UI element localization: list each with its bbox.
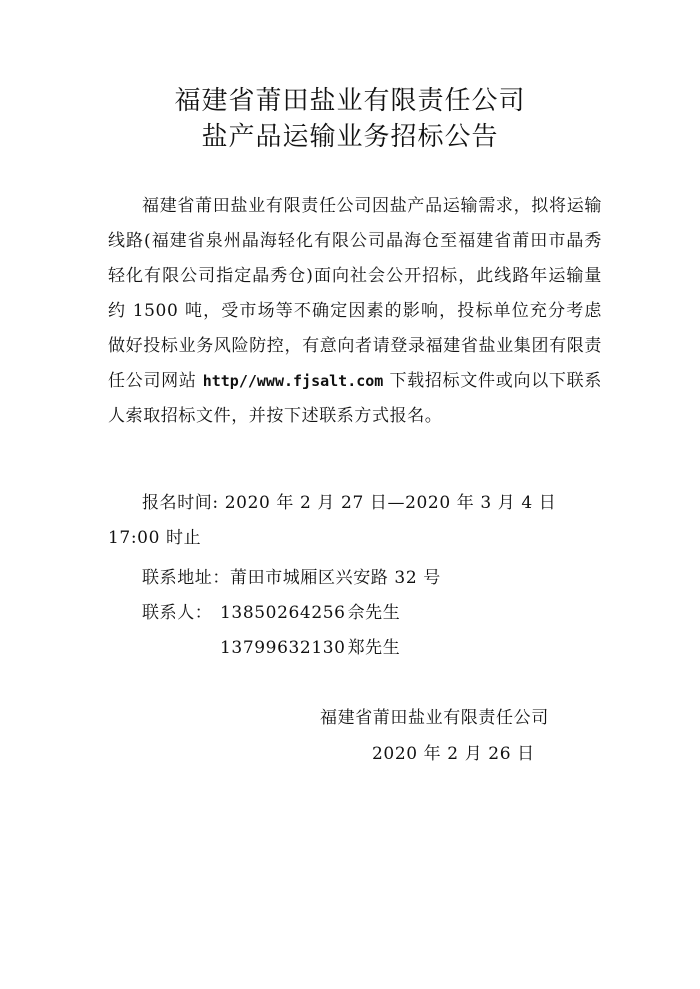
paragraph-text-before-url: 福建省莆田盐业有限责任公司因盐产品运输需求，拟将运输线路(福建省泉州晶海轻化有限公司晶海仓至福建省莆田市晶秀轻化有限公司指定晶秀仓)面向社会公开招标，此线路年运输量约 1500 吨，受市场等不确定因素的影响，投标单位充分考虑做好投标业务风险防控，有意向者请登录福建省盐业集团有限责任公司网站 — [108, 196, 602, 391]
paragraph-text-after-url: 下载招标文件或向以下联系人索取招标文件，并按下述联系方式报名。 — [108, 371, 602, 426]
contact-row — [142, 596, 602, 631]
contact-name: 郑先生 — [347, 638, 401, 658]
contact-name: 佘先生 — [347, 603, 401, 623]
registration-time-value: 2020 年 2 月 27 日—2020 年 3 月 4 日 17:00 时止 — [108, 493, 557, 548]
registration-time-label: 报名时间: — [142, 493, 219, 513]
contact-row — [142, 631, 602, 666]
contact-address — [142, 561, 602, 596]
main-paragraph — [108, 189, 602, 434]
contact-persons-label: 联系人： — [142, 603, 213, 623]
contact-address-value: 莆田市城厢区兴安路 32 号 — [230, 568, 441, 588]
document-title-line-1: 福建省莆田盐业有限责任公司 — [174, 86, 526, 116]
contact-persons — [142, 596, 602, 666]
contact-address-label: 联系地址： — [142, 568, 230, 588]
signature-organization: 福建省莆田盐业有限责任公司 — [320, 708, 549, 728]
contact-phone: 13850264256 — [220, 603, 346, 623]
signature-date: 2020 年 2 月 26 日 — [372, 744, 535, 764]
contact-phone: 13799632130 — [220, 638, 346, 658]
website-url: http//www.fjsalt.com — [202, 372, 384, 390]
document-title-line-2: 盐产品运输业务招标公告 — [201, 122, 499, 152]
registration-time — [108, 486, 602, 556]
